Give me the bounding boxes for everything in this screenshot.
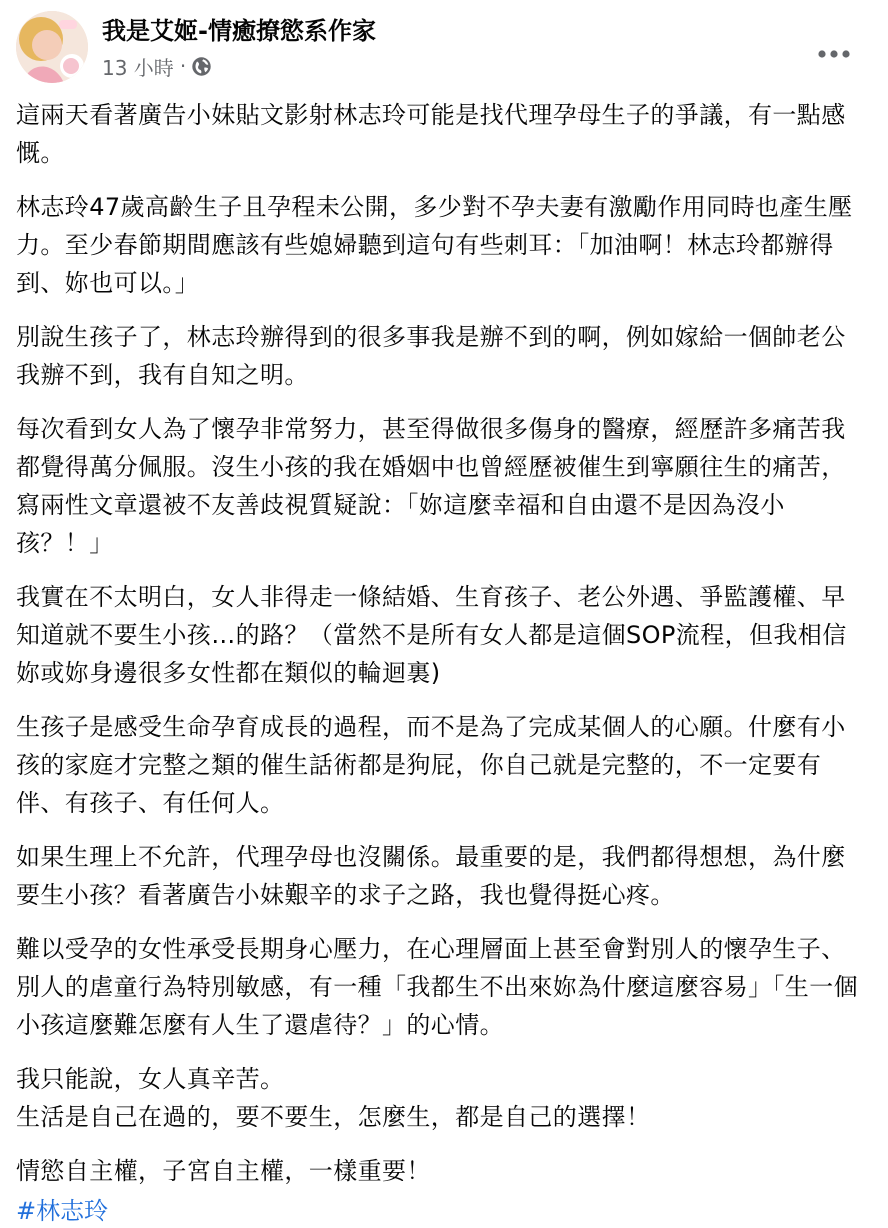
avatar-photo [16,11,88,83]
post-paragraph: 我只能說，女人真辛苦。 生活是自己在過的，要不要生，怎麼生，都是自己的選擇！ [16,1065,651,1131]
post-timestamp[interactable]: 13 小時 [102,55,174,80]
author-name[interactable]: 我是艾姬-情癒撩慾系作家 [102,17,376,45]
post-paragraph: 難以受孕的女性承受長期身心壓力，在心理層面上甚至會對別人的懷孕生子、別人的虐童行為特別敏感，有一種「我都生不出來妳為什麼這麼容易」「生一個小孩這麼難怎麼有人生了還虐待？」的心情。 [16,935,858,1039]
post-paragraph: 每次看到女人為了懷孕非常努力，甚至得做很多傷身的醫療，經歷許多痛苦我都覺得萬分佩服。沒生小孩的我在婚姻中也曾經歷被催生到寧願往生的痛苦，寫兩性文章還被不友善歧視質疑說：「妳這麼幸福和自由還不是因為沒小孩？！」 [16,415,846,557]
post-paragraph: 林志玲47歲高齡生子且孕程未公開，多少對不孕夫妻有激勵作用同時也產生壓力。至少春節期間應該有些媳婦聽到這句有些刺耳：「加油啊！林志玲都辦得到、妳也可以。」 [16,193,853,297]
more-options-icon [818,50,850,58]
more-options-button[interactable] [812,45,856,63]
meta-separator: · [179,54,187,78]
post-paragraph: 如果生理上不允許，代理孕母也沒關係。最重要的是，我們都得想想，為什麼要生小孩？看著廣告小妹艱辛的求子之路，我也覺得挺心疼。 [16,843,846,909]
post-paragraph: 我實在不太明白，女人非得走一條結婚、生育孩子、老公外遇、爭監護權、早知道就不要生小孩…的路？（當然不是所有女人都是這個SOP流程，但我相信妳或妳身邊很多女性都在類似的輪迴裏) [16,583,847,687]
globe-icon[interactable] [191,56,212,77]
hashtag-link[interactable]: #林志玲 [16,1197,109,1225]
post-body [16,96,866,1228]
post-paragraph: 生孩子是感受生命孕育成長的過程，而不是為了完成某個人的心願。什麼有小孩的家庭才完整之類的催生話術都是狗屁，你自己就是完整的，不一定要有伴、有孩子、有任何人。 [16,713,846,817]
post-header [16,11,872,85]
post-paragraph: 別說生孩子了，林志玲辦得到的很多事我是辦不到的啊，例如嫁給一個帥老公我辦不到，我有自知之明。 [16,323,846,389]
post-paragraph: 這兩天看著廣告小妹貼文影射林志玲可能是找代理孕母生子的爭議，有一點感慨。 [16,101,846,167]
post-paragraph: 情慾自主權，子宮自主權，一樣重要！ [16,1157,431,1185]
author-avatar[interactable] [16,11,88,83]
post-meta [102,53,212,79]
